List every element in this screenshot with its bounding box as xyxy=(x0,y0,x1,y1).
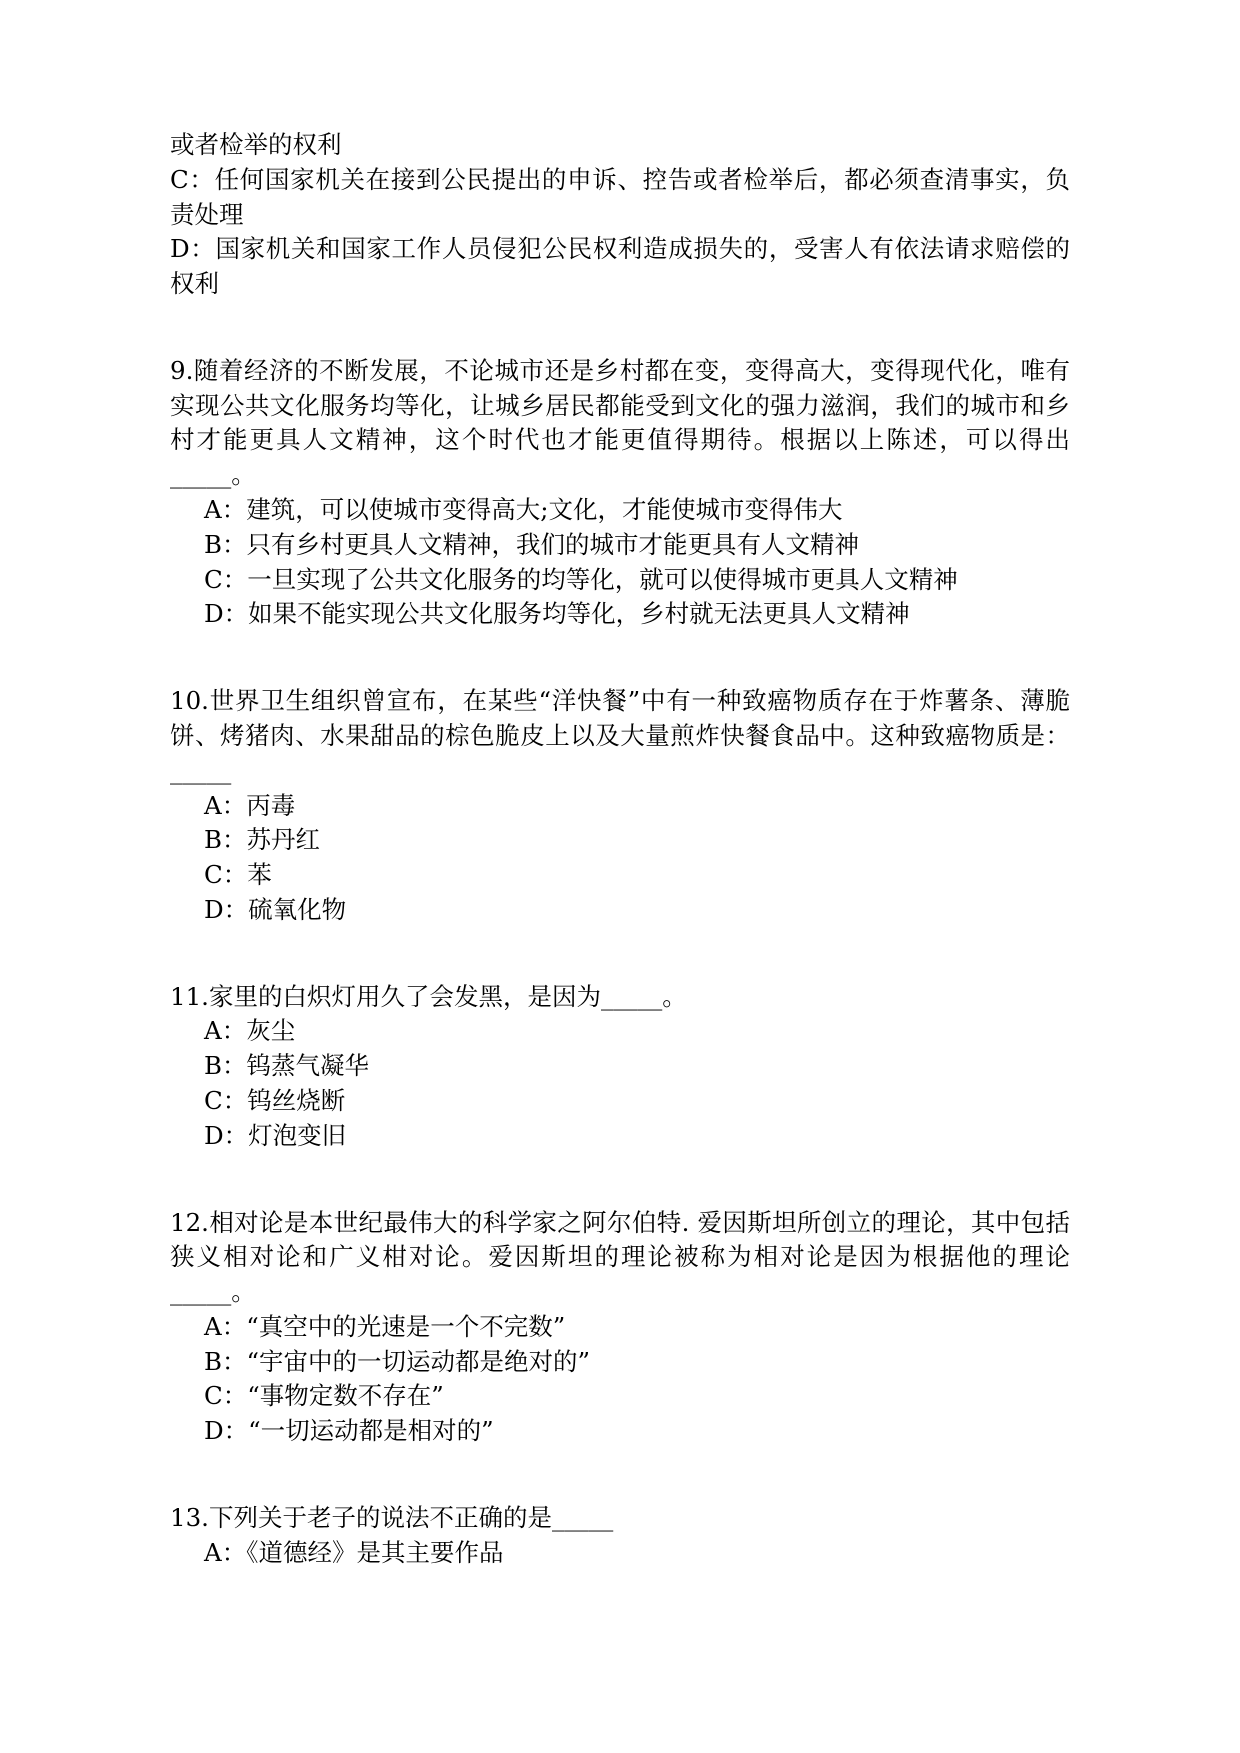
question-13-stem xyxy=(170,1501,1070,1536)
question-12-option-b: B：“宇宙中的一切运动都是绝对的” xyxy=(204,1346,591,1376)
question-10-number: 10. xyxy=(170,686,209,716)
spacer xyxy=(170,1449,1070,1501)
question-12-text: 相对论是本世纪最伟大的科学家之阿尔伯特. 爱因斯坦所创立的理论，其中包括狭义相对论和广义柑对论。爱因斯坦的理论被称为相对论是因为根据他的理论_____。 xyxy=(170,1207,1070,1307)
question-10-option-d: D：硫氧化物 xyxy=(204,894,347,924)
question-12-option-c: C：“事物定数不存在” xyxy=(204,1381,444,1411)
question-11-text: 家里的白炽灯用久了会发黑，是因为_____。 xyxy=(208,981,687,1011)
spacer xyxy=(170,632,1070,684)
question-11-number: 11. xyxy=(170,981,209,1011)
question-11-option-d: D：灯泡变旧 xyxy=(204,1120,347,1150)
continuation-option-c: C：任何国家机关在接到公民提出的申诉、控告或者检举后，都必须查清事实，负责处理 xyxy=(170,164,1070,229)
question-12 xyxy=(170,1206,1070,1449)
question-13-option-a: A：《道德经》是其主要作品 xyxy=(204,1537,504,1567)
question-10-stem xyxy=(170,684,1070,788)
question-9-option-b: B：只有乡村更具人文精神，我们的城市才能更具有人文精神 xyxy=(204,529,860,559)
question-11-option-b: B：钨蒸气凝华 xyxy=(204,1051,370,1081)
question-9-number: 9. xyxy=(170,355,194,385)
question-10-option-b: B：苏丹红 xyxy=(204,825,321,855)
question-11-option-c: C：钨丝烧断 xyxy=(204,1085,346,1115)
question-12-number: 12. xyxy=(170,1207,209,1237)
question-13 xyxy=(170,1501,1070,1571)
question-10-option-c: C：苯 xyxy=(204,860,272,890)
question-10-option-a: A：丙毒 xyxy=(204,790,296,820)
question-10-text: 世界卫生组织曾宣布，在某些“洋快餐”中有一种致癌物质存在于炸薯条、薄脆饼、烤猪肉、水果甜品的棕色脆皮上以及大量煎炸快餐食品中。这种致癌物质是：_____ xyxy=(170,686,1070,785)
question-11-option-a: A：灰尘 xyxy=(204,1016,296,1046)
question-9-text: 随着经济的不断发展，不论城市还是乡村都在变，变得高大，变得现代化，唯有实现公共文化服务均等化，让城乡居民都能受到文化的强力滋润，我们的城市和乡村才能更具人文精神，这个时代也才能更值得期待。根据以上陈述，可以得出_____。 xyxy=(170,355,1070,490)
question-13-number: 13. xyxy=(170,1503,209,1532)
question-9-option-c: C：一旦实现了公共文化服务的均等化，就可以使得城市更具人文精神 xyxy=(204,564,958,594)
spacer xyxy=(170,928,1070,980)
question-9 xyxy=(170,354,1070,632)
question-11-stem xyxy=(170,980,1070,1015)
continuation-line: 或者检举的权利 xyxy=(170,130,342,159)
question-9-stem xyxy=(170,354,1070,493)
question-12-stem xyxy=(170,1206,1070,1310)
spacer xyxy=(170,1154,1070,1206)
question-13-text: 下列关于老子的说法不正确的是_____ xyxy=(208,1503,614,1532)
continuation-block xyxy=(170,128,1070,302)
question-9-option-d: D：如果不能实现公共文化服务均等化，乡村就无法更具人文精神 xyxy=(204,599,910,629)
question-9-option-a: A：建筑，可以使城市变得高大;文化，才能使城市变得伟大 xyxy=(204,495,843,525)
question-10 xyxy=(170,684,1070,927)
spacer xyxy=(170,302,1070,354)
continuation-option-d: D：国家机关和国家工作人员侵犯公民权利造成损失的，受害人有依法请求赔偿的权利 xyxy=(170,234,1070,299)
question-12-option-a: A：“真空中的光速是一个不完数” xyxy=(204,1311,566,1341)
question-11 xyxy=(170,980,1070,1154)
question-12-option-d: D：“一切运动都是相对的” xyxy=(204,1416,494,1446)
document-body xyxy=(170,128,1070,1571)
